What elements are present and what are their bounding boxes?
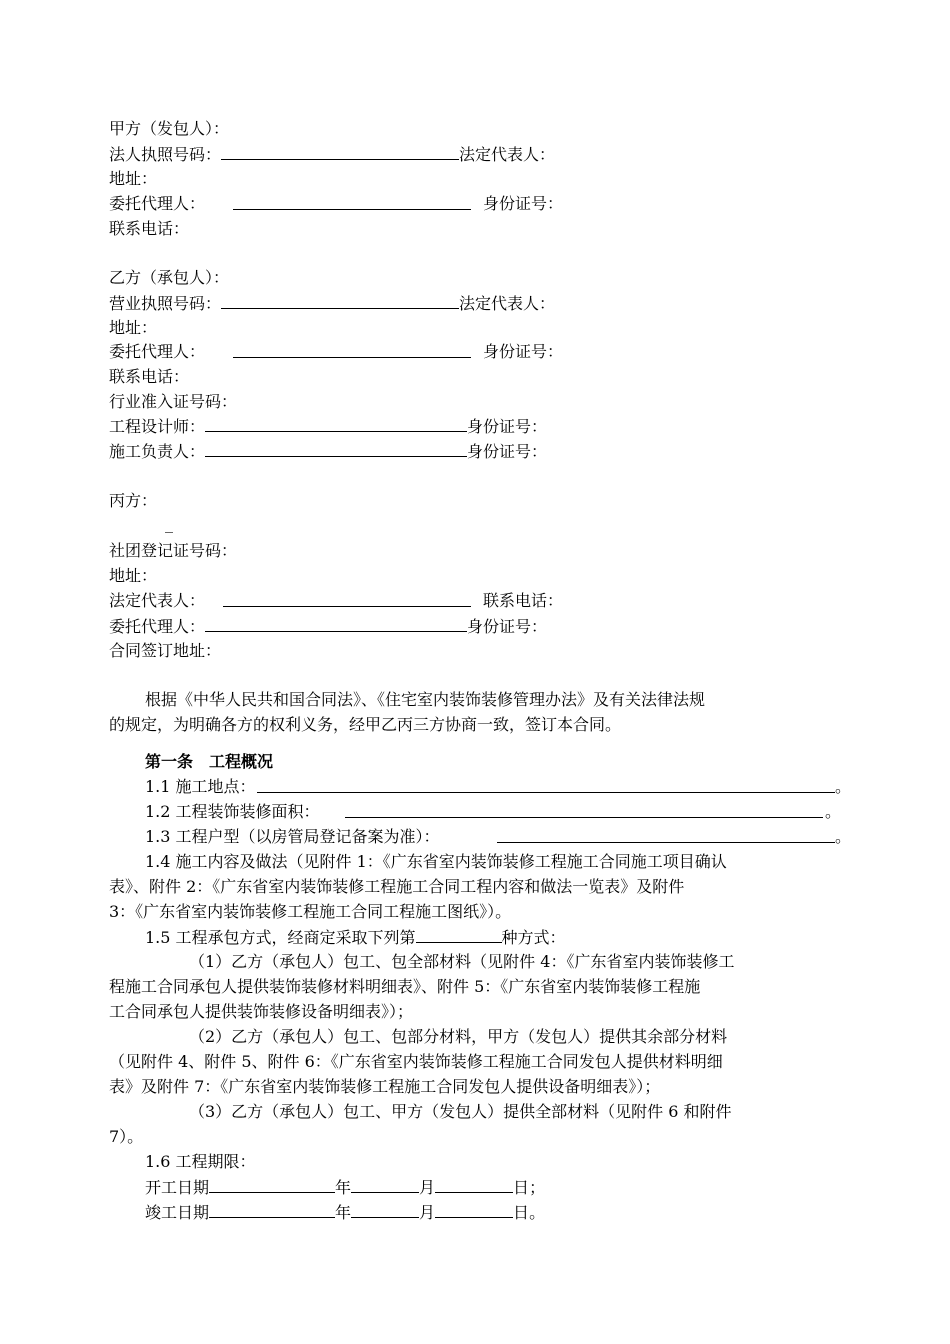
end-date-label: 竣工日期 (145, 1203, 210, 1222)
party-c-agent-field[interactable] (205, 614, 467, 632)
party-c-rep-field[interactable] (223, 589, 471, 607)
item-1-2-row (145, 800, 841, 824)
end-date-end: 。 (529, 1203, 546, 1222)
item-1-3-field[interactable] (497, 825, 835, 843)
party-c-phone-label: 联系电话： (483, 591, 564, 610)
party-b-designer-row (109, 414, 547, 438)
party-b-phone-label: 联系电话： (109, 367, 190, 386)
party-b-manager-label: 施工负责人： (109, 442, 206, 461)
end-year-unit: 年 (335, 1203, 352, 1222)
option-1-line-3: 工合同承包人提供装饰装修设备明细表》）； (109, 1002, 414, 1021)
end-year-field[interactable] (209, 1200, 335, 1218)
party-c-agent-row (109, 614, 547, 638)
party-c-address-label: 地址： (109, 566, 158, 585)
party-b-designer-id-label: 身份证号： (467, 417, 548, 436)
party-c-rep-label: 法定代表人： (109, 591, 206, 610)
party-b-rep-label: 法定代表人： (459, 294, 556, 313)
item-1-1-label: 1.1 施工地点： (145, 777, 256, 796)
party-c-stray-mark: _ (165, 514, 173, 533)
party-b-address-label: 地址： (109, 318, 158, 337)
item-1-5-field[interactable] (416, 925, 502, 943)
party-a-license-label: 法人执照号码： (109, 145, 222, 164)
party-c-id-label: 身份证号： (467, 617, 548, 636)
party-a-phone-label: 联系电话： (109, 219, 190, 238)
preamble-line-1: 根据《中华人民共和国合同法》、《住宅室内装饰装修管理办法》及有关法律法规 (145, 690, 706, 709)
item-1-4-line-3: 3：《广东省室内装饰装修工程施工合同工程施工图纸》）。 (109, 902, 512, 921)
item-1-4-line-1: 1.4 施工内容及做法（见附件 1：《广东省室内装饰装修工程施工合同施工项目确认 (145, 852, 727, 871)
item-1-1-period: 。 (835, 777, 852, 796)
party-a-id-label: 身份证号： (483, 194, 564, 213)
end-day-field[interactable] (435, 1200, 513, 1218)
party-b-license-row (109, 291, 555, 315)
party-c-reg-label: 社团登记证号码： (109, 541, 238, 560)
item-1-2-label: 1.2 工程装饰装修面积： (145, 802, 320, 821)
option-2-line-3: 表》及附件 7：《广东省室内装饰装修工程施工合同发包人提供设备明细表》）； (109, 1077, 661, 1096)
sign-address-label: 合同签订地址： (109, 641, 222, 660)
item-1-1-row (145, 775, 852, 799)
party-b-agent-label: 委托代理人： (109, 342, 206, 361)
party-b-industry-label: 行业准入证号码： (109, 392, 238, 411)
start-date-row (145, 1175, 545, 1199)
option-1-line-1: （1）乙方（承包人）包工、包全部材料（见附件 4：《广东省室内装饰装修工 (189, 952, 735, 971)
party-a-license-field[interactable] (221, 142, 459, 160)
item-1-5-row (145, 925, 566, 949)
start-date-label: 开工日期 (145, 1178, 210, 1197)
party-b-designer-field[interactable] (205, 414, 467, 432)
item-1-1-field[interactable] (257, 775, 835, 793)
party-b-agent-field[interactable] (233, 340, 471, 358)
party-c-agent-label: 委托代理人： (109, 617, 206, 636)
article-1-heading: 第一条 工程概况 (145, 752, 274, 771)
party-a-rep-label: 法定代表人： (459, 145, 556, 164)
start-day-field[interactable] (435, 1175, 513, 1193)
item-1-5-suffix: 种方式： (501, 928, 566, 947)
party-b-manager-id-label: 身份证号： (467, 442, 548, 461)
party-b-title: 乙方（承包人）： (109, 268, 230, 287)
start-day-unit: 日 (513, 1178, 530, 1197)
option-2-line-1: （2）乙方（承包人）包工、包部分材料，甲方（发包人）提供其余部分材料 (189, 1027, 728, 1046)
item-1-5-label: 1.5 工程承包方式，经商定采取下列第 (145, 928, 416, 947)
option-3-line-1: （3）乙方（承包人）包工、甲方（发包人）提供全部材料（见附件 6 和附件 (189, 1102, 732, 1121)
item-1-2-period: 。 (825, 802, 842, 821)
party-b-license-field[interactable] (221, 291, 459, 309)
party-b-manager-row (109, 439, 547, 463)
party-a-agent-field[interactable] (233, 192, 471, 210)
item-1-3-row (145, 825, 852, 849)
item-1-3-label: 1.3 工程户型（以房管局登记备案为准）： (145, 827, 440, 846)
party-a-address-label: 地址： (109, 169, 158, 188)
start-year-field[interactable] (209, 1175, 335, 1193)
end-date-row (145, 1200, 545, 1224)
item-1-4-line-2: 表》、附件 2：《广东省室内装饰装修工程施工合同工程内容和做法一览表》及附件 (109, 877, 685, 896)
option-2-line-2: （见附件 4、附件 5、附件 6：《广东省室内装饰装修工程施工合同发包人提供材料明细 (109, 1052, 723, 1071)
start-month-field[interactable] (351, 1175, 419, 1193)
party-b-id-label: 身份证号： (483, 342, 564, 361)
party-a-license-row (109, 142, 555, 166)
end-day-unit: 日 (513, 1203, 530, 1222)
party-a-title: 甲方（发包人）： (109, 119, 230, 138)
preamble-line-2: 的规定，为明确各方的权利义务，经甲乙丙三方协商一致，签订本合同。 (109, 715, 622, 734)
start-date-end: ； (529, 1178, 546, 1197)
item-1-2-field[interactable] (345, 800, 823, 818)
end-month-unit: 月 (419, 1203, 436, 1222)
option-1-line-2: 程施工合同承包人提供装饰装修材料明细表》、附件 5：《广东省室内装饰装修工程施 (109, 977, 701, 996)
option-3-line-2: 7）。 (109, 1127, 144, 1146)
party-b-manager-field[interactable] (205, 439, 467, 457)
item-1-6-label: 1.6 工程期限： (145, 1152, 256, 1171)
party-b-license-label: 营业执照号码： (109, 294, 222, 313)
start-year-unit: 年 (335, 1178, 352, 1197)
end-month-field[interactable] (351, 1200, 419, 1218)
start-month-unit: 月 (419, 1178, 436, 1197)
item-1-3-period: 。 (835, 827, 852, 846)
party-c-title: 丙方： (109, 491, 158, 510)
party-a-agent-label: 委托代理人： (109, 194, 206, 213)
party-b-designer-label: 工程设计师： (109, 417, 206, 436)
